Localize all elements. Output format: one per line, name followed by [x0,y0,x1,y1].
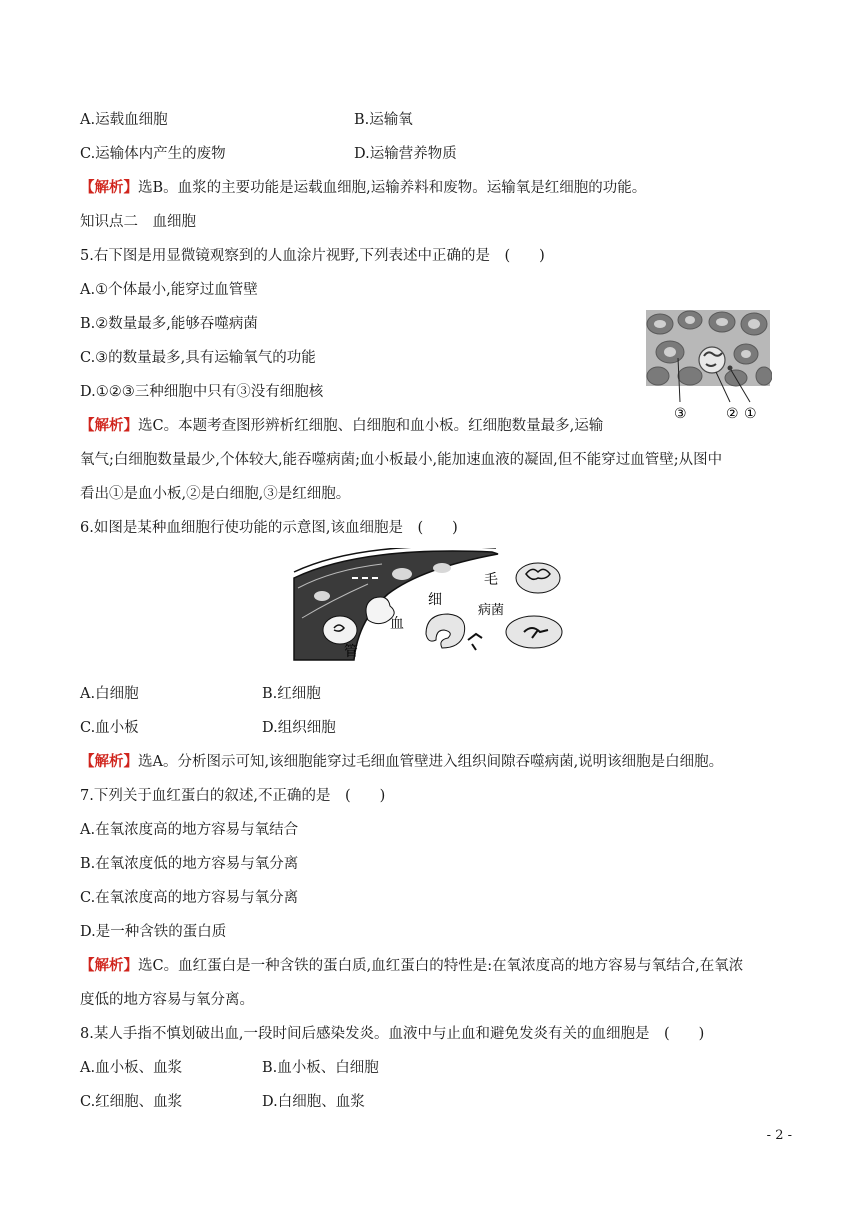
q4-option-c: C.运输体内产生的废物 [80,146,226,162]
q4-analysis [80,178,646,198]
analysis-tag: 【解析】 [80,753,138,770]
section-title: 知识点二 血细胞 [80,214,196,230]
q7-option-c: C.在氧浓度高的地方容易与氧分离 [80,890,299,906]
q4-answer: 选B。血浆的主要功能是运载血细胞,运输养料和废物。运输氧是红细胞的功能。 [138,180,647,196]
q5-analysis-line-3: 看出①是血小板,②是白细胞,③是红细胞。 [80,486,351,502]
label-mao: 毛 [484,572,498,588]
white-cell-diagram [292,548,574,662]
label-bingjun: 病菌 [478,603,505,618]
q6-option-c: C.血小板 [80,720,139,736]
q7-analysis-line-1 [80,956,743,976]
label-2: ② [726,406,739,422]
q5-stem: 5.右下图是用显微镜观察到的人血涂片视野,下列表述中正确的是 ( ) [80,248,545,264]
q6-answer: 选A。分析图示可知,该细胞能穿过毛细血管壁进入组织间隙吞噬病菌,说明该细胞是白细胞。 [138,754,724,770]
blood-smear-figure [646,310,772,424]
page-number: - 2 - [766,1128,792,1143]
q4-option-a: A.运载血细胞 [80,112,168,128]
q7-option-b: B.在氧浓度低的地方容易与氧分离 [80,856,299,872]
q6-analysis [80,752,723,772]
q5-analysis-line-2: 氧气;白细胞数量最少,个体较大,能吞噬病菌;血小板最小,能加速血液的凝固,但不能穿过血管壁;从图中 [80,452,723,468]
analysis-tag: 【解析】 [80,957,138,974]
q7-option-a: A.在氧浓度高的地方容易与氧结合 [80,822,299,838]
q6-option-d: D.组织细胞 [262,720,336,736]
q8-option-d: D.白细胞、血浆 [262,1094,365,1110]
q4-option-d: D.运输营养物质 [354,146,457,162]
white-cell-figure [292,548,574,662]
q5-option-c: C.③的数量最多,具有运输氧气的功能 [80,350,316,366]
analysis-tag: 【解析】 [80,417,138,434]
q5-answer-1: 选C。本题考查图形辨析红细胞、白细胞和血小板。红细胞数量最多,运输 [138,418,604,434]
q8-stem: 8.某人手指不慎划破出血,一段时间后感染发炎。血液中与止血和避免发炎有关的血细胞是 ( ) [80,1026,705,1042]
q7-analysis-line-2: 度低的地方容易与氧分离。 [80,992,254,1008]
q5-option-b: B.②数量最多,能够吞噬病菌 [80,316,258,332]
q8-option-a: A.血小板、血浆 [80,1060,183,1076]
analysis-tag: 【解析】 [80,179,138,196]
label-xue: 血 [390,616,404,632]
label-1: ① [744,406,757,422]
label-guan: 管 [344,644,358,660]
q6-option-a: A.白细胞 [80,686,139,702]
q5-analysis-line-1 [80,416,603,436]
q7-answer-1: 选C。血红蛋白是一种含铁的蛋白质,血红蛋白的特性是:在氧浓度高的地方容易与氧结合,在氧浓 [138,958,744,974]
q8-option-b: B.血小板、白细胞 [262,1060,379,1076]
label-xi: 细 [428,592,442,608]
q6-stem: 6.如图是某种血细胞行使功能的示意图,该血细胞是 ( ) [80,520,458,536]
q5-option-d: D.①②③三种细胞中只有③没有细胞核 [80,384,324,400]
q8-option-c: C.红细胞、血浆 [80,1094,183,1110]
q7-option-d: D.是一种含铁的蛋白质 [80,924,227,940]
q7-stem: 7.下列关于血红蛋白的叙述,不正确的是 ( ) [80,788,386,804]
q4-option-b: B.运输氧 [354,112,413,128]
blood-smear-micrograph [646,310,772,424]
label-3: ③ [674,406,687,422]
q5-option-a: A.①个体最小,能穿过血管壁 [80,282,258,298]
q6-option-b: B.红细胞 [262,686,321,702]
